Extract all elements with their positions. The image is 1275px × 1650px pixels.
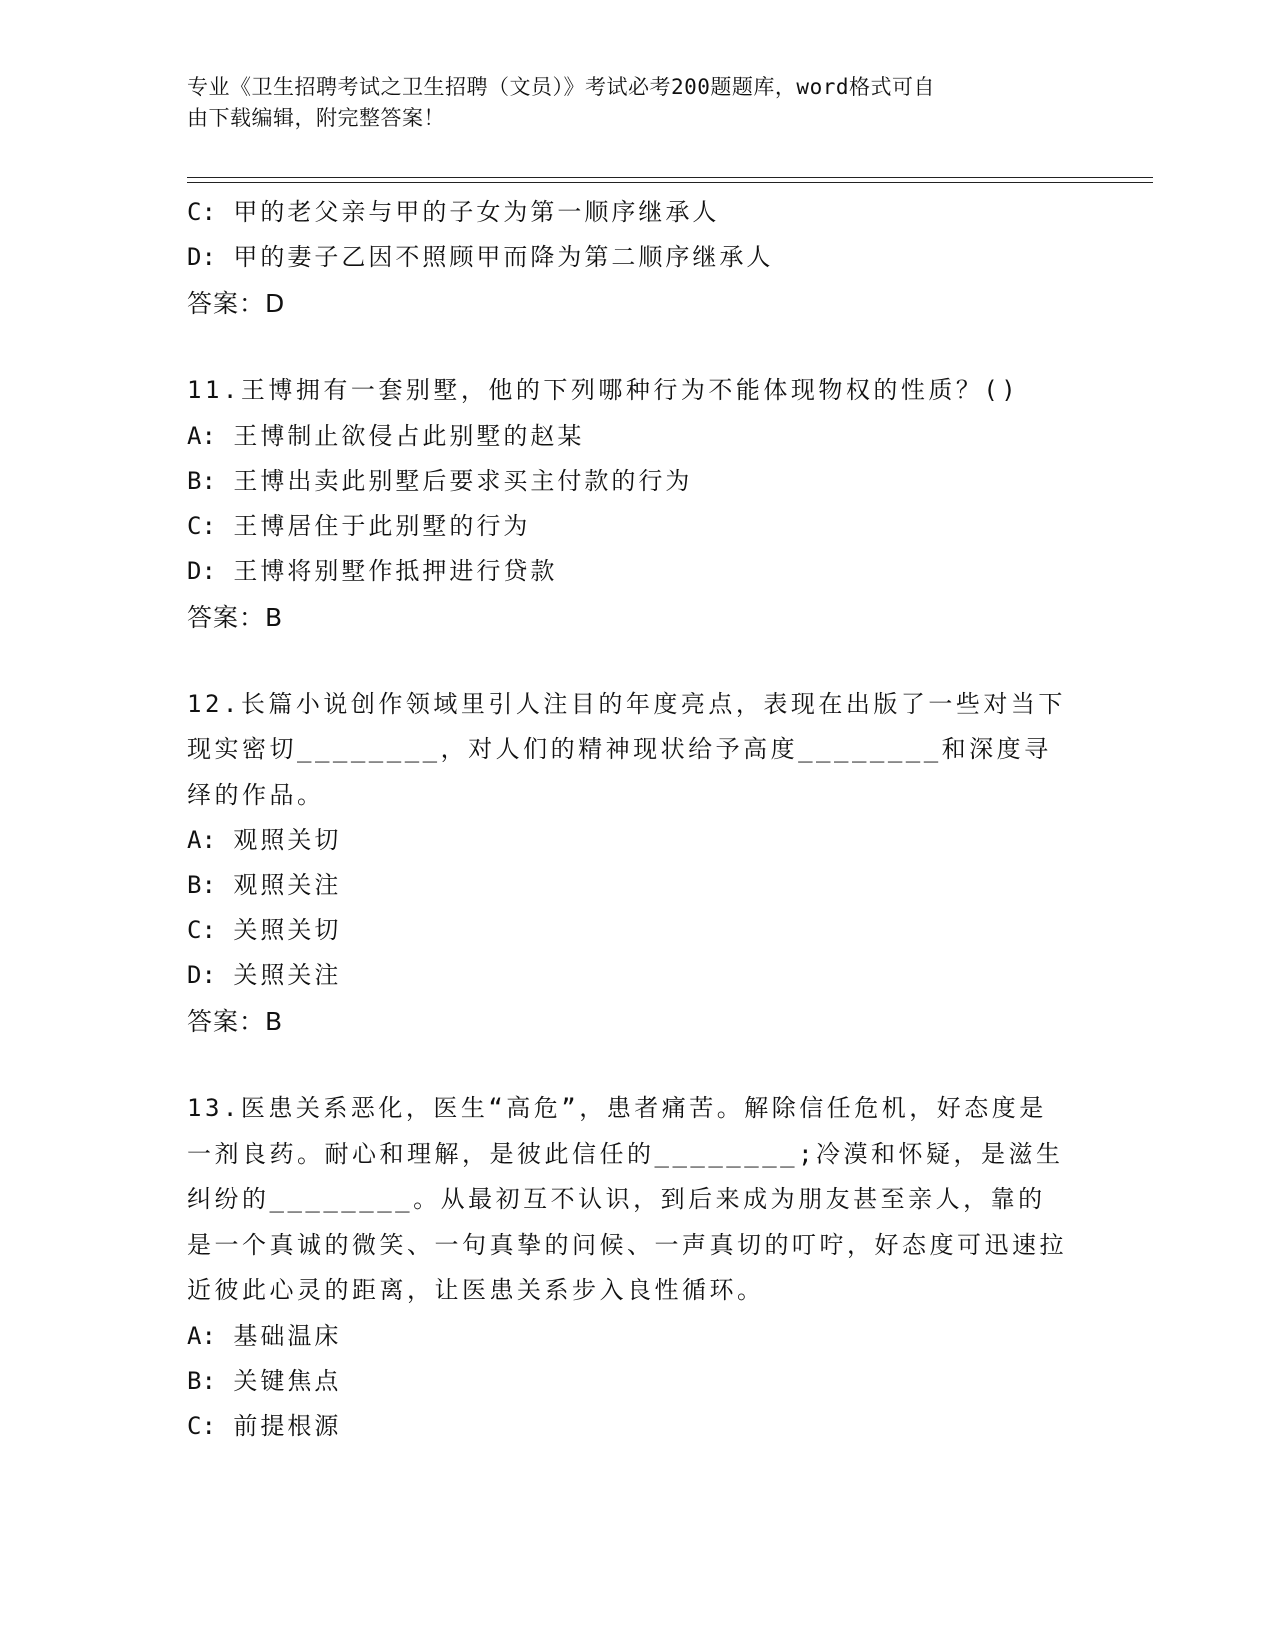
question-text: 13.医患关系恶化，医生“高危”，患者痛苦。解除信任危机，好态度是一剂良药。耐心和理解，是彼此信任的________;冷漠和怀疑，是滋生纠纷的________。从最初互不认识，到后来成为朋友甚至亲人，靠的是一个真诚的微笑、一句真挚的问候、一声真切的叮咛，好态度可迅速拉近彼此心灵的距离，让医患关系步入良性循环。 — [187, 1094, 1067, 1304]
question-text: 12.长篇小说创作领域里引人注目的年度亮点，表现在出版了一些对当下现实密切________，对人们的精神现状给予高度________和深度寻绎的作品。 — [187, 689, 1066, 809]
option-a: A: 观照关切 — [187, 826, 342, 854]
question-13 — [187, 1086, 1087, 1449]
question-content — [187, 190, 1087, 1449]
header-line-1: 专业《卫生招聘考试之卫生招聘（文员）》考试必考200题题库，word格式可自 — [187, 75, 935, 99]
question-12 — [187, 682, 1087, 1047]
option-b: B: 观照关注 — [187, 871, 342, 899]
document-header — [187, 72, 1067, 134]
header-rule-bottom — [187, 182, 1153, 183]
option-d: D: 甲的妻子乙因不照顾甲而降为第二顺序继承人 — [187, 243, 774, 271]
option-b: B: 王博出卖此别墅后要求买主付款的行为 — [187, 466, 693, 495]
option-c: C: 前提根源 — [187, 1411, 342, 1440]
option-d: D: 关照关注 — [187, 961, 342, 989]
option-c: C: 王博居住于此别墅的行为 — [187, 511, 531, 540]
option-d: D: 王博将别墅作抵押进行贷款 — [187, 556, 558, 585]
question-text: 11.王博拥有一套别墅，他的下列哪种行为不能体现物权的性质？() — [187, 376, 1020, 404]
option-c: C: 甲的老父亲与甲的子女为第一顺序继承人 — [187, 198, 720, 226]
option-c: C: 关照关切 — [187, 916, 342, 944]
answer-line: 答案：D — [187, 289, 286, 318]
option-a: A: 王博制止欲侵占此别墅的赵某 — [187, 421, 585, 450]
answer-line: 答案：B — [187, 602, 284, 632]
answer-line: 答案：B — [187, 1007, 284, 1036]
option-b: B: 关键焦点 — [187, 1366, 342, 1395]
header-rule-top — [187, 177, 1153, 178]
option-a: A: 基础温床 — [187, 1321, 342, 1350]
question-10-continued — [187, 190, 1087, 328]
question-11 — [187, 368, 1087, 642]
header-line-2: 由下载编辑，附完整答案！ — [187, 106, 445, 130]
